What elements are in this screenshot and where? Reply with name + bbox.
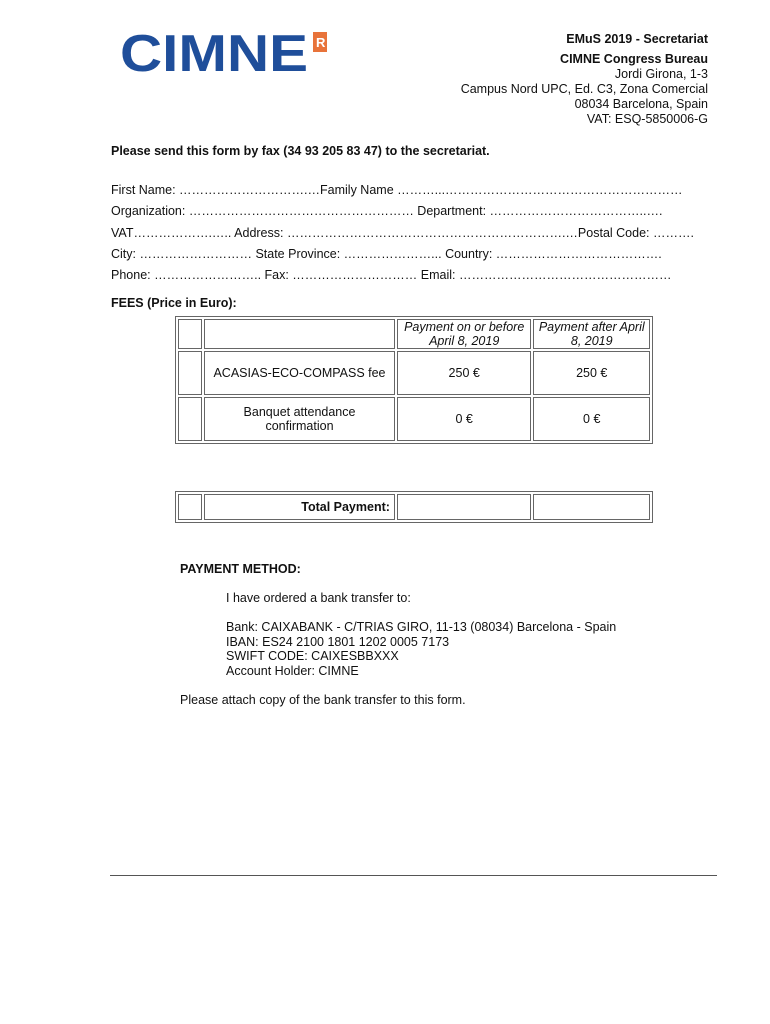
- address-line: Campus Nord UPC, Ed. C3, Zona Comercial: [460, 82, 708, 96]
- bank-details: [226, 620, 616, 678]
- vat-line: VAT: ESQ-5850006-G: [586, 112, 708, 126]
- table-row: [178, 351, 650, 395]
- logo-text: CIMNE: [120, 28, 308, 74]
- fee-item: ACASIAS-ECO-COMPASS fee: [204, 351, 395, 395]
- iban-line: IBAN: ES24 2100 1801 1202 0005 7173: [226, 634, 450, 649]
- bank-line: Bank: CAIXABANK - C/TRIAS GIRO, 11-13 (08034) Barcelona - Spain: [226, 620, 617, 634]
- fee-after: 250 €: [533, 351, 650, 395]
- attach-note: Please attach copy of the bank transfer to this form.: [180, 693, 466, 707]
- address-line-field[interactable]: VAT……………….….. Address: ………………………………………………………….…Postal Code: ……….: [111, 226, 694, 240]
- city-line[interactable]: City: ……………………… State Province: …………………... Country: ………………………………….: [111, 247, 662, 261]
- total-label: Total Payment:: [204, 494, 395, 520]
- header-ref: EMuS 2019 - Secretariat: [566, 32, 708, 46]
- organization-line[interactable]: Organization: ……………………………………………… Department: ………………………………..….: [111, 204, 663, 218]
- table-cell[interactable]: [178, 351, 202, 395]
- fees-title: FEES (Price in Euro):: [111, 296, 237, 310]
- fax-instruction: Please send this form by fax (34 93 205 83 47) to the secretariat.: [111, 144, 490, 158]
- total-table: [175, 491, 653, 523]
- fee-before: 0 €: [397, 397, 532, 441]
- table-cell: [204, 319, 395, 349]
- fee-after: 0 €: [533, 397, 650, 441]
- logo-mark-letter: R: [316, 35, 326, 50]
- header-block: [461, 32, 708, 127]
- footer-divider: [110, 875, 717, 876]
- table-cell: [178, 319, 202, 349]
- fee-before: 250 €: [397, 351, 532, 395]
- fee-item: Banquet attendance confirmation: [204, 397, 395, 441]
- col-header-after: Payment after April 8, 2019: [533, 319, 650, 349]
- cimne-logo: [120, 28, 330, 74]
- swift-line: SWIFT CODE: CAIXESBBXXX: [226, 649, 399, 664]
- name-line[interactable]: First Name: ………………………….…Family Name ………...…………………………………………………: [111, 183, 683, 197]
- table-cell: [178, 494, 202, 520]
- table-row: [178, 397, 650, 441]
- fees-table: [175, 316, 653, 444]
- address-line: Jordi Girona, 1-3: [614, 67, 708, 81]
- payment-title: PAYMENT METHOD:: [180, 562, 301, 576]
- holder-line: Account Holder: CIMNE: [226, 663, 359, 678]
- phone-line[interactable]: Phone: …………………….. Fax: ………………………… Email: ……………………………………………: [111, 268, 672, 282]
- bureau-name: CIMNE Congress Bureau: [560, 52, 708, 66]
- total-before-field[interactable]: [397, 494, 532, 520]
- payment-intro: I have ordered a bank transfer to:: [226, 591, 411, 605]
- col-header-before: Payment on or before April 8, 2019: [397, 319, 532, 349]
- table-cell[interactable]: [178, 397, 202, 441]
- total-after-field[interactable]: [533, 494, 650, 520]
- address-line: 08034 Barcelona, Spain: [574, 97, 708, 111]
